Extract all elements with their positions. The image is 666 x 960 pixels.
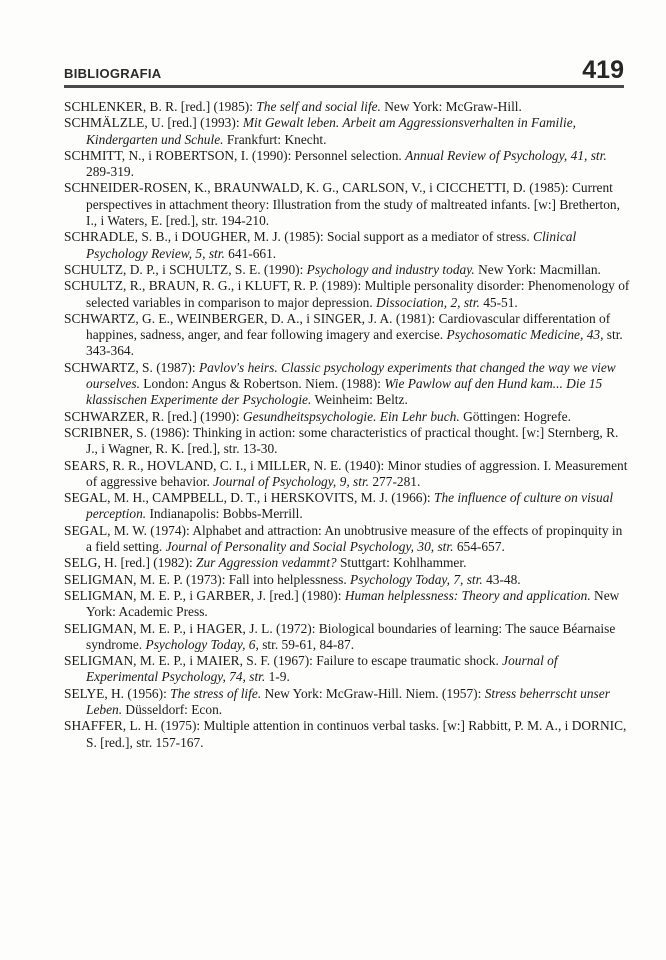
bibliography-list <box>64 99 630 751</box>
bibliography-entry: SCHWARTZ, G. E., WEINBERGER, D. A., i SINGER, J. A. (1981): Cardiovascular differentation of happines, sadness, anger, and fear following imagery and exercise. Psychosomatic Medicine, 43, str. 343-364. <box>64 310 623 359</box>
bibliography-entry: SCHLENKER, B. R. [red.] (1985): The self and social life. New York: McGraw-Hill. <box>64 99 522 114</box>
bibliography-entry: SEGAL, M. W. (1974): Alphabet and attraction: An unobtrusive measure of the effects of propinquity in a field setting. Journal of Personality and Social Psychology, 30, str. 654-657. <box>64 522 623 555</box>
header-rule <box>64 85 624 88</box>
bibliography-entry: SCRIBNER, S. (1986): Thinking in action: some characteristics of practical thought. [w:] Sternberg, R. J., i Wagner, R. K. [red.], str. 13-30. <box>64 424 619 457</box>
bibliography-entry: SCHMÄLZLE, U. [red.] (1993): Mit Gewalt leben. Arbeit am Aggressionsverhalten in Familie, Kindergarten und Schule. Frankfurt: Knecht. <box>64 115 577 147</box>
bibliography-entry: SCHRADLE, S. B., i DOUGHER, M. J. (1985): Social support as a mediator of stress. Clinical Psychology Review, 5, str. 641-661. <box>64 229 577 261</box>
bibliography-entry: SELIGMAN, M. E. P., i MAIER, S. F. (1967): Failure to escape traumatic shock. Journal of Experimental Psychology, 74, str. 1-9. <box>64 653 558 685</box>
bibliography-entry: SCHULTZ, R., BRAUN, R. G., i KLUFT, R. P. (1989): Multiple personality disorder: Phenomenology of selected variables in comparison to major depression. Dissociation, 2, str. 45-51. <box>64 278 630 310</box>
bibliography-entry: SELIGMAN, M. E. P. (1973): Fall into helplessness. Psychology Today, 7, str. 43-48. <box>64 571 521 587</box>
bibliography-entry: SCHNEIDER-ROSEN, K., BRAUNWALD, K. G., CARLSON, V., i CICCHETTI, D. (1985): Current perspectives in attachment theory: Illustration from the study of maltreated infants. [w:] Bretherton, I., i Waters, E. [red.], str. 194-210. <box>64 180 620 229</box>
page-header <box>64 56 624 84</box>
bibliography-entry: SCHULTZ, D. P., i SCHULTZ, S. E. (1990): Psychology and industry today. New York: Macmillan. <box>64 261 601 277</box>
bibliography-entry: SCHMITT, N., i ROBERTSON, I. (1990): Personnel selection. Annual Review of Psychology, 41, str. 289-319. <box>64 147 607 180</box>
bibliography-entry: SELIGMAN, M. E. P., i HAGER, J. L. (1972): Biological boundaries of learning: The sauce Béarnaise syndrome. Psychology Today, 6, str. 59-61, 84-87. <box>64 620 616 652</box>
page-number: 419 <box>582 56 624 84</box>
bibliography-entry: SEGAL, M. H., CAMPBELL, D. T., i HERSKOVITS, M. J. (1966): The influence of culture on visual perception. Indianapolis: Bobbs-Merrill. <box>64 490 614 522</box>
bibliography-entry: SCHWARZER, R. [red.] (1990): Gesundheitspsychologie. Ein Lehr buch. Göttingen: Hogrefe. <box>64 408 571 424</box>
bibliography-entry: SEARS, R. R., HOVLAND, C. I., i MILLER, N. E. (1940): Minor studies of aggression. I. Measurement of aggressive behavior. Journal of Psychology, 9, str. 277-281. <box>64 457 628 489</box>
bibliography-entry: SELG, H. [red.] (1982): Zur Aggression vedammt? Stuttgart: Kohlhammer. <box>64 555 467 571</box>
running-head: BIBLIOGRAFIA <box>64 66 162 81</box>
bibliography-entry: SCHWARTZ, S. (1987): Pavlov's heirs. Classic psychology experiments that changed the way we view ourselves. London: Angus & Robertson. Niem. (1988): Wie Pawlow auf den Hund kam... Die 15 klassischen Experimente der Psychologie. Weinheim: Beltz. <box>64 359 616 408</box>
bibliography-entry: SELYE, H. (1956): The stress of life. New York: McGraw-Hill. Niem. (1957): Stress beherrscht unser Leben. Düsseldorf: Econ. <box>64 685 610 717</box>
bibliography-entry: SHAFFER, L. H. (1975): Multiple attention in continuos verbal tasks. [w:] Rabbitt, P. M. A., i DORNIC, S. [red.], str. 157-167. <box>64 718 627 750</box>
bibliography-entry: SELIGMAN, M. E. P., i GARBER, J. [red.] (1980): Human helplessness: Theory and application. New York: Academic Press. <box>64 587 620 620</box>
